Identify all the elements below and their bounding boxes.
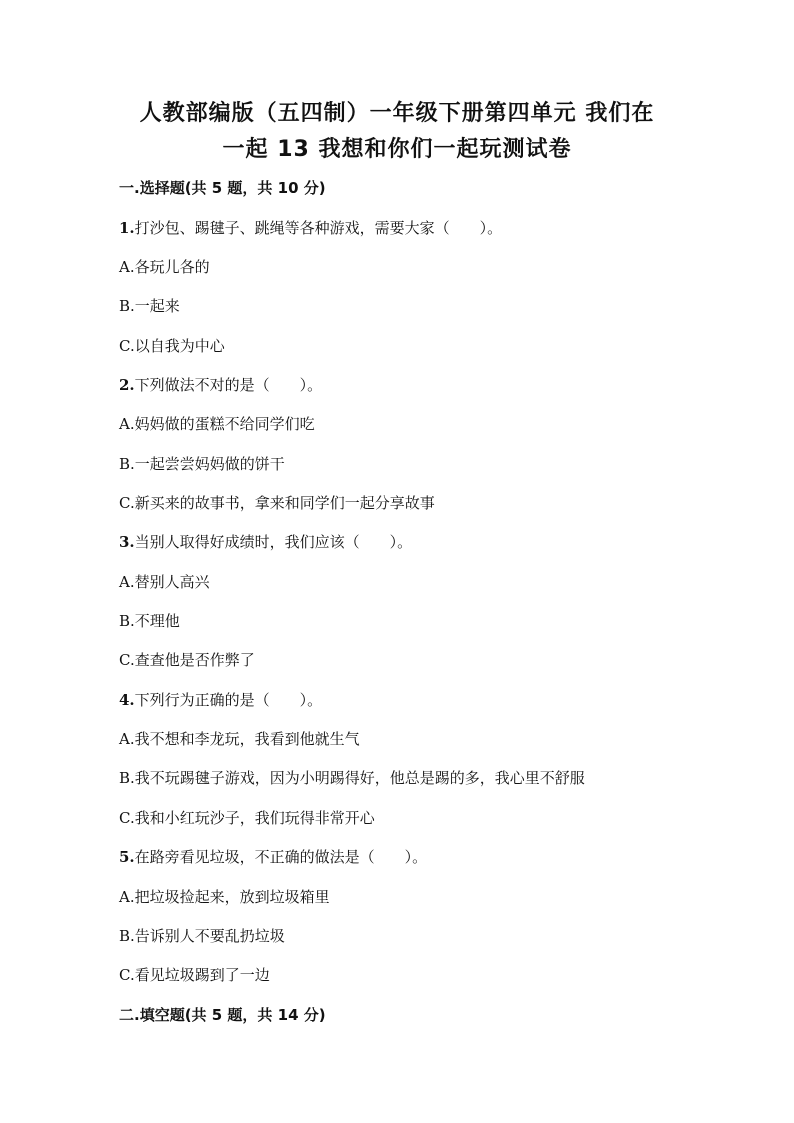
- question-number: 3.: [119, 533, 135, 551]
- question-stem: 在路旁看见垃圾，不正确的做法是（ ）。: [134, 848, 428, 866]
- question-number: 4.: [119, 691, 135, 709]
- question-number: 2.: [119, 376, 135, 394]
- question-1-option-c: C.以自我为中心: [119, 337, 225, 355]
- section-heading-fill-in: 二.填空题(共 5 题，共 14 分): [119, 1006, 326, 1024]
- question-2: [119, 375, 322, 395]
- question-1-option-a: A.各玩儿各的: [119, 258, 210, 276]
- page-title-line-1: 人教部编版（五四制）一年级下册第四单元 我们在: [139, 101, 655, 126]
- question-4: [119, 690, 322, 710]
- question-5-option-b: B.告诉别人不要乱扔垃圾: [119, 927, 285, 945]
- question-number: 1.: [119, 219, 135, 237]
- question-3-option-b: B.不理他: [119, 612, 180, 630]
- question-5-option-c: C.看见垃圾踢到了一边: [119, 966, 270, 984]
- question-3: [119, 532, 412, 552]
- question-4-option-c: C.我和小红玩沙子，我们玩得非常开心: [119, 809, 375, 827]
- question-2-option-b: B.一起尝尝妈妈做的饼干: [119, 455, 285, 473]
- question-1: [119, 218, 502, 238]
- question-4-option-b: B.我不玩踢毽子游戏，因为小明踢得好，他总是踢的多，我心里不舒服: [119, 769, 585, 787]
- page-title-line-2: 一起 13 我想和你们一起玩测试卷: [222, 137, 572, 162]
- question-stem: 打沙包、踢毽子、跳绳等各种游戏，需要大家（ ）。: [134, 219, 503, 237]
- question-3-option-c: C.查查他是否作弊了: [119, 651, 255, 669]
- question-2-option-c: C.新买来的故事书，拿来和同学们一起分享故事: [119, 494, 435, 512]
- question-number: 5.: [119, 848, 135, 866]
- question-1-option-b: B.一起来: [119, 297, 180, 315]
- question-stem: 下列做法不对的是（ ）。: [134, 376, 323, 394]
- question-stem: 当别人取得好成绩时，我们应该（ ）。: [134, 533, 413, 551]
- question-3-option-a: A.替别人高兴: [119, 573, 210, 591]
- question-5: [119, 847, 427, 867]
- question-4-option-a: A.我不想和李龙玩，我看到他就生气: [119, 730, 360, 748]
- section-heading-choice: 一.选择题(共 5 题，共 10 分): [119, 179, 326, 197]
- question-2-option-a: A.妈妈做的蛋糕不给同学们吃: [119, 415, 315, 433]
- question-stem: 下列行为正确的是（ ）。: [134, 691, 323, 709]
- question-5-option-a: A.把垃圾捡起来，放到垃圾箱里: [119, 888, 330, 906]
